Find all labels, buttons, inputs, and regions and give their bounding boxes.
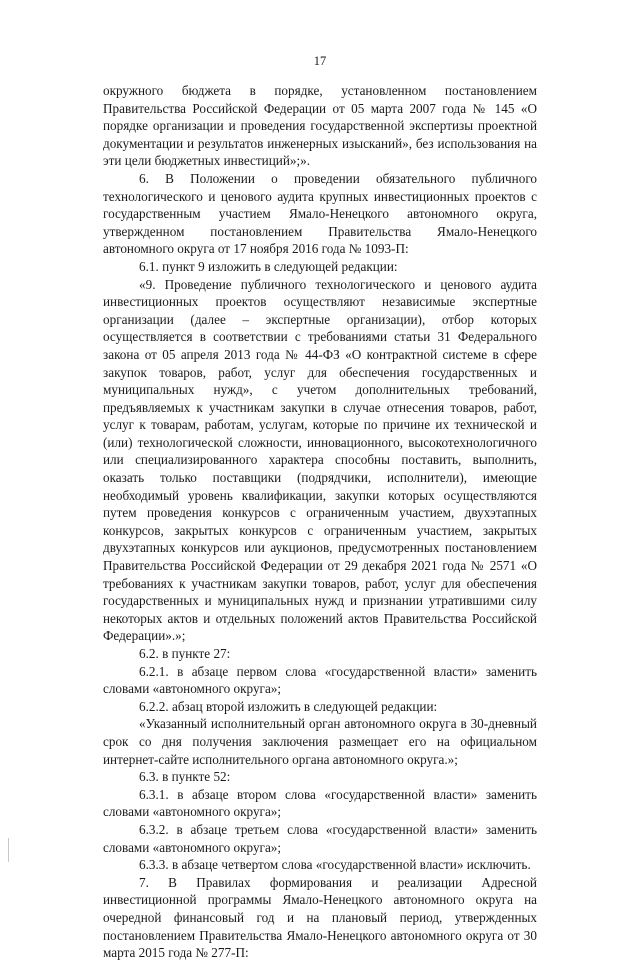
paragraph-item-6-3: 6.3. в пункте 52: bbox=[139, 769, 231, 785]
paragraph-item-6-3-1: 6.3.1. в абзаце втором слова «государственной власти» заменить словами «автономного округа»; bbox=[103, 786, 537, 820]
paragraph-item-6: 6. В Положении о проведении обязательного публичного технологического и ценового аудита крупных инвестиционных проектов с государственным участием Ямало-Ненецкого автономного округа, утвержденном постановлением Правительства Ямало-Ненецкого автономного округа от 17 ноября 2016 года № 1093-П: bbox=[103, 170, 537, 257]
document-body bbox=[103, 82, 537, 962]
page-number: 17 bbox=[313, 54, 327, 68]
paragraph-item-7: 7. В Правилах формирования и реализации Адресной инвестиционной программы Ямало-Ненецкого автономного округа на очередной финансовый год и на плановый период, утвержденных постановлением Правительства Ямало-Ненецкого автономного округа от 30 марта 2015 года № 277-П: bbox=[103, 874, 537, 961]
paragraph-item-6-2-1: 6.2.1. в абзаце первом слова «государственной власти» заменить словами «автономного округа»; bbox=[103, 663, 537, 697]
paragraph-budget-continuation: окружного бюджета в порядке, установленном постановлением Правительства Российской Федерации от 05 марта 2007 года № 145 «О порядке организации и проведения государственной экспертизы проектной документации и результатов инженерных изысканий», без использования на эти цели бюджетных инвестиций»;». bbox=[103, 83, 537, 169]
paragraph-item-6-2: 6.2. в пункте 27: bbox=[139, 646, 231, 661]
paragraph-item-6-3-2: 6.3.2. в абзаце третьем слова «государственной власти» заменить словами «автономного округа»; bbox=[103, 821, 537, 855]
paragraph-item-6-2-2: 6.2.2. абзац второй изложить в следующей редакции: bbox=[139, 698, 438, 714]
scan-margin-mark bbox=[8, 838, 9, 862]
paragraph-quoted-executive-body: «Указанный исполнительный орган автономного округа в 30-дневный срок со дня получения заключения размещает его на официальном интернет-сайте исполнительного органа автономного округа.»; bbox=[103, 716, 537, 767]
paragraph-quoted-point-9: «9. Проведение публичного технологического и ценового аудита инвестиционных проектов осуществляют независимые экспертные организации (далее – экспертные организации), отбор которых осуществляется в соответствии с требованиями статьи 31 Федерального закона от 05 апреля 2013 года № 44-ФЗ «О контрактной системе в сфере закупок товаров, работ, услуг для обеспечения государственных и муниципальных нужд», с учетом дополнительных требований, предъявляемых к участникам закупки в случае отнесения товаров, работ, услуг к товарам, работам, услугам, которые по причине их технической и (или) технологической сложности, инновационного, высокотехнологичного или специализированного характера способны поставить, выполнить, оказать только поставщики (подрядчики, исполнители), имеющие необходимый уровень квалификации, закупки которых осуществляются путем проведения конкурсов с ограниченным участием, двухэтапных конкурсов, закрытых конкурсов с ограниченным участием, закрытых двухэтапных конкурсов или аукционов, предусмотренных постановлением Правительства Российской Федерации от 29 декабря 2021 года № 2571 «О требованиях к участникам закупки товаров, работ, услуг для обеспечения государственных и муниципальных нужд и признании утратившими силу некоторых актов и отдельных положений актов Правительства Российской Федерации».»; bbox=[103, 276, 537, 644]
paragraph-item-6-3-3: 6.3.3. в абзаце четвертом слова «государственной власти» исключить. bbox=[139, 857, 531, 873]
paragraph-item-6-1: 6.1. пункт 9 изложить в следующей редакции: bbox=[139, 258, 398, 274]
